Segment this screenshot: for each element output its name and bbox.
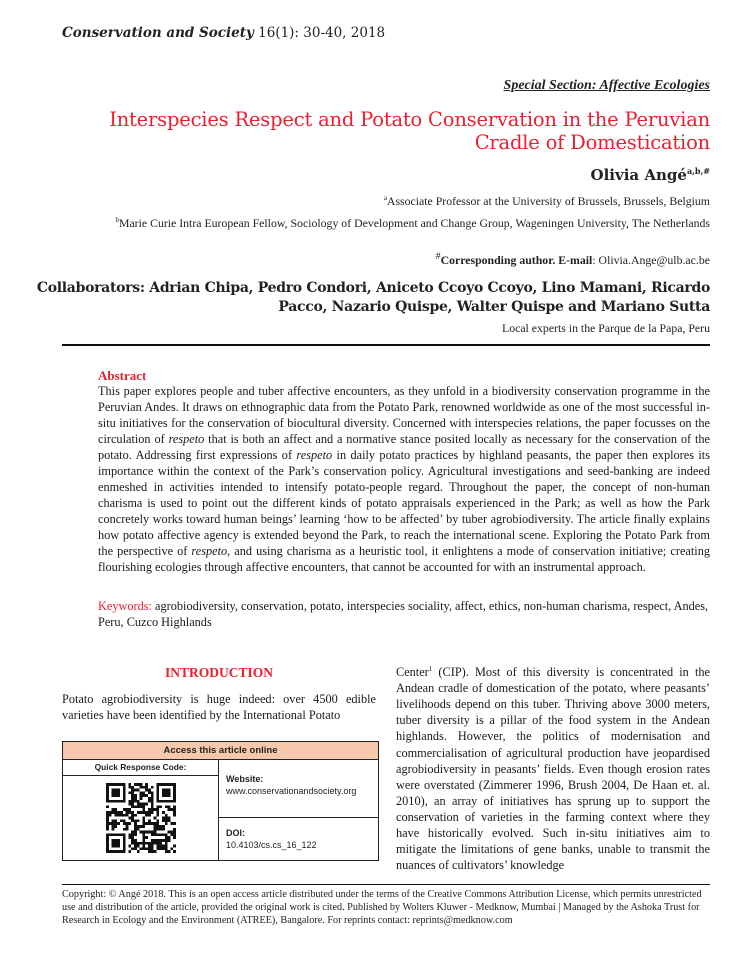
abstract-text: that is both an affect and a normative stance posited locally as necessary for the conservation of the potato. Addressing first expressions of	[98, 432, 710, 462]
author-superscript: a,b,#	[686, 166, 710, 176]
access-article-box	[62, 741, 379, 861]
abstract-text: This paper explores people and tuber affective encounters, as they unfold in a biodiversity conservation programme in the Peruvian Andes. It draws on ethnographic data from the Potato Park, renowned worldwide as one of the most successful in-situ initiatives for the conservation of biocultural diversity. Concerned with interspecies relations, the paper focusses on the circulation of	[98, 384, 710, 446]
author	[591, 166, 710, 184]
website-link[interactable]: www.conservationandsociety.org	[226, 786, 357, 796]
affiliation-marker: a	[383, 194, 387, 203]
journal-volume: 16(1): 30-40, 2018	[253, 25, 386, 41]
collaborators: Collaborators: Adrian Chipa, Pedro Condori, Aniceto Ccoyo Ccoyo, Lino Mamani, Ricardo Pacco, Nazario Quispe, Walter Quispe and Mariano Sutta	[36, 280, 710, 315]
doi-label: DOI:	[226, 828, 245, 838]
corresponding-label: Corresponding author. E-mail	[440, 252, 593, 267]
article-title: Interspecies Respect and Potato Conservation in the Peruvian Cradle of Domestication	[109, 108, 710, 154]
introduction-left-column: Potato agrobiodiversity is huge indeed: over 4500 edible varieties have been identified by the International Potato	[62, 692, 376, 722]
abstract-text: , and using charisma as a heuristic tool, it enlightens a mode of conservation initiative; creating flourishing ecologies through affective encounters, that cannot be accounted for with an instrumental approach.	[98, 544, 710, 574]
copyright-notice: Copyright: © Angé 2018. This is an open access article distributed under the terms of the Creative Commons Attribution License, which permits unrestricted use and distribution of the article, provided the original work is cited. Published by Wolters Kluwer - Medknow, Mumbai | Managed by the Ashoka Trust for Research in Ecology and the Environment (ATREE), Bangalore. For reprints contact: reprints@medknow.com	[62, 889, 702, 926]
abstract-term: respeto	[191, 544, 228, 558]
affiliation-text: Associate Professor at the University of Brussels, Brussels, Belgium	[386, 194, 710, 208]
corresponding-marker: #	[435, 251, 441, 262]
corresponding-email[interactable]: : Olivia.Ange@ulb.ac.be	[592, 252, 710, 267]
access-box-heading: Access this article online	[63, 742, 378, 760]
journal-name: Conservation and Society	[62, 25, 254, 41]
abstract-term: respeto	[296, 448, 333, 462]
journal-citation	[62, 25, 385, 41]
doi-cell	[219, 818, 378, 859]
intro-text: Center	[396, 665, 429, 680]
abstract-heading: Abstract	[98, 368, 147, 383]
divider-top	[62, 344, 710, 346]
special-section-label: Special Section: Affective Ecologies	[503, 78, 710, 93]
affiliation-marker: b	[115, 216, 119, 225]
keywords-list: agrobiodiversity, conservation, potato, interspecies sociality, affect, ethics, non-human charisma, respect, Andes, Peru, Cuzco Highlands	[98, 599, 709, 629]
affiliation-a	[384, 194, 710, 209]
divider-bottom	[62, 884, 710, 885]
affiliation-text: Marie Curie Intra European Fellow, Sociology of Development and Change Group, Wageningen University, The Netherlands	[118, 216, 710, 230]
introduction-heading: INTRODUCTION	[164, 665, 273, 680]
website-cell	[219, 760, 378, 818]
keywords	[98, 598, 710, 630]
corresponding-author	[436, 251, 710, 268]
qr-code-icon[interactable]	[106, 783, 176, 853]
intro-text: (CIP). Most of this diversity is concentrated in the Andean cradle of domestication of the potato, where peasants’ livelihoods depend on this tuber. Thriving above 3000 meters, tuber diversity is a pillar of the food system in the Andean highlands. However, the politics of modernisation and commercialisation of agricultural production have jeopardised agrobiodiversity in peasants’ fields. Even though erosion rates were overstated (Zimmerer 1996, Brush 2004, De Haan et. al. 2010), an array of initiatives has sprung up to support the conservation of varieties in the farming context where they have historically evolved. Such in-situ initiatives aim to mitigate the limitations of gene banks, unable to transmit the nuances of cultivators’ knowledge	[396, 665, 710, 873]
footnote-marker[interactable]: 1	[428, 665, 433, 673]
abstract-text: in daily potato practices by highland peasants, the paper then explores its importance within the context of the Park’s conservation policy. Agricultural investigations and seed-banking are indeed enmeshed in activities intended to intensify potato-people regard. Throughout the paper, the concept of non-human charisma is used to point out the different kinds of potato appraisals experienced in the Park; as well as how the Park concretely works toward human beings’ learning ‘how to be affected’ by tuber agrobiodiversity. The article finally explains how potato affective agency is extended beyond the Park, to reach the international scene. Exploring the Potato Park from the perspective of	[98, 448, 710, 558]
author-name: Olivia Angé	[590, 166, 687, 184]
qr-label: Quick Response Code:	[63, 760, 218, 776]
collaborators-note: Local experts in the Parque de la Papa, Peru	[501, 321, 710, 335]
affiliation-b	[115, 216, 710, 231]
abstract-body	[98, 383, 710, 575]
doi-link[interactable]: 10.4103/cs.cs_16_122	[226, 840, 317, 850]
introduction-right-column	[396, 661, 710, 873]
website-label: Website:	[226, 774, 264, 784]
keywords-label: Keywords:	[98, 599, 152, 613]
abstract-term: respeto	[168, 432, 205, 446]
